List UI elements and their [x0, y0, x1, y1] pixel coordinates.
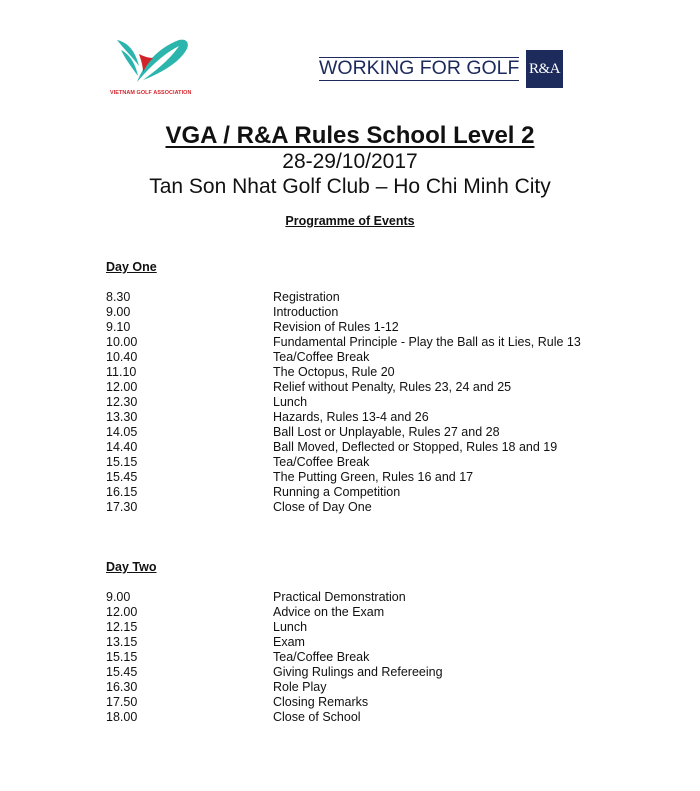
schedule-row: [106, 710, 666, 725]
schedule-time: 18.00: [106, 710, 138, 724]
schedule-event: Giving Rulings and Refereeing: [273, 665, 443, 679]
schedule-event: Practical Demonstration: [273, 590, 406, 604]
schedule-time: 12.00: [106, 605, 138, 619]
schedule-event: Close of Day One: [273, 500, 372, 514]
working-for-golf-logo: [319, 50, 564, 90]
schedule-time: 15.15: [106, 455, 138, 469]
schedule-row: [106, 425, 666, 440]
schedule-event: Tea/Coffee Break: [273, 350, 370, 364]
schedule-time: 13.30: [106, 410, 138, 424]
schedule-time: 9.10: [106, 320, 131, 334]
schedule-event: Lunch: [273, 395, 308, 409]
schedule-event: Revision of Rules 1-12: [273, 320, 399, 334]
schedule-time: 17.50: [106, 695, 138, 709]
schedule-row: [106, 470, 666, 485]
schedule-row: [106, 695, 666, 710]
schedule-event: The Octopus, Rule 20: [273, 365, 395, 379]
schedule-event: Ball Lost or Unplayable, Rules 27 and 28: [273, 425, 500, 439]
schedule-time: 14.05: [106, 425, 138, 439]
schedule-event: Registration: [273, 290, 340, 304]
schedule-event: Hazards, Rules 13-4 and 26: [273, 410, 429, 424]
schedule-time: 13.15: [106, 635, 138, 649]
schedule-row: [106, 305, 666, 320]
working-for-golf-text: WORKING FOR GOLF: [319, 57, 520, 79]
day-two-heading: Day Two: [106, 560, 157, 574]
schedule-event: Ball Moved, Deflected or Stopped, Rules 18 and 19: [273, 440, 558, 454]
day-one-heading: Day One: [106, 260, 157, 274]
schedule-event: Advice on the Exam: [273, 605, 385, 619]
schedule-event: Exam: [273, 635, 305, 649]
schedule-event: Introduction: [273, 305, 339, 319]
ra-logo-badge: R&A: [526, 50, 563, 88]
schedule-time: 12.00: [106, 380, 138, 394]
schedule-event: Lunch: [273, 620, 308, 634]
schedule-row: [106, 290, 666, 305]
document-title: VGA / R&A Rules School Level 2: [165, 122, 535, 149]
schedule-event: Running a Competition: [273, 485, 401, 499]
schedule-time: 10.40: [106, 350, 138, 364]
vga-logo: [110, 36, 200, 100]
schedule-row: [106, 455, 666, 470]
schedule-event: Tea/Coffee Break: [273, 650, 370, 664]
schedule-time: 9.00: [106, 590, 131, 604]
schedule-row: [106, 335, 666, 350]
schedule-row: [106, 635, 666, 650]
schedule-time: 17.30: [106, 500, 138, 514]
schedule-time: 16.15: [106, 485, 138, 499]
schedule-row: [106, 680, 666, 695]
schedule-row: [106, 485, 666, 500]
schedule-time: 15.45: [106, 470, 138, 484]
schedule-event: Closing Remarks: [273, 695, 369, 709]
schedule-row: [106, 605, 666, 620]
schedule-row: [106, 590, 666, 605]
schedule-event: Relief without Penalty, Rules 23, 24 and 25: [273, 380, 512, 394]
schedule-row: [106, 350, 666, 365]
schedule-time: 15.15: [106, 650, 138, 664]
schedule-event: Role Play: [273, 680, 327, 694]
programme-heading: Programme of Events: [285, 214, 415, 228]
schedule-event: Tea/Coffee Break: [273, 455, 370, 469]
schedule-row: [106, 380, 666, 395]
schedule-time: 16.30: [106, 680, 138, 694]
schedule-row: [106, 500, 666, 515]
schedule-event: Fundamental Principle - Play the Ball as it Lies, Rule 13: [273, 335, 581, 349]
schedule-row: [106, 620, 666, 635]
schedule-time: 14.40: [106, 440, 138, 454]
event-venue: Tan Son Nhat Golf Club – Ho Chi Minh City: [149, 175, 551, 198]
schedule-event: The Putting Green, Rules 16 and 17: [273, 470, 474, 484]
schedule-time: 12.30: [106, 395, 138, 409]
schedule-time: 8.30: [106, 290, 131, 304]
schedule-time: 15.45: [106, 665, 138, 679]
vga-swoosh-icon: [113, 36, 193, 88]
schedule-time: 11.10: [106, 365, 137, 379]
schedule-row: [106, 320, 666, 335]
schedule-time: 12.15: [106, 620, 138, 634]
schedule-time: 10.00: [106, 335, 138, 349]
schedule-row: [106, 410, 666, 425]
schedule-row: [106, 365, 666, 380]
vga-logo-caption: VIETNAM GOLF ASSOCIATION: [110, 90, 192, 96]
day-one-schedule: [106, 290, 666, 515]
schedule-event: Close of School: [273, 710, 361, 724]
schedule-row: [106, 665, 666, 680]
event-dates: 28-29/10/2017: [282, 150, 418, 173]
schedule-row: [106, 395, 666, 410]
schedule-row: [106, 440, 666, 455]
schedule-row: [106, 650, 666, 665]
schedule-time: 9.00: [106, 305, 131, 319]
day-two-schedule: [106, 590, 666, 725]
